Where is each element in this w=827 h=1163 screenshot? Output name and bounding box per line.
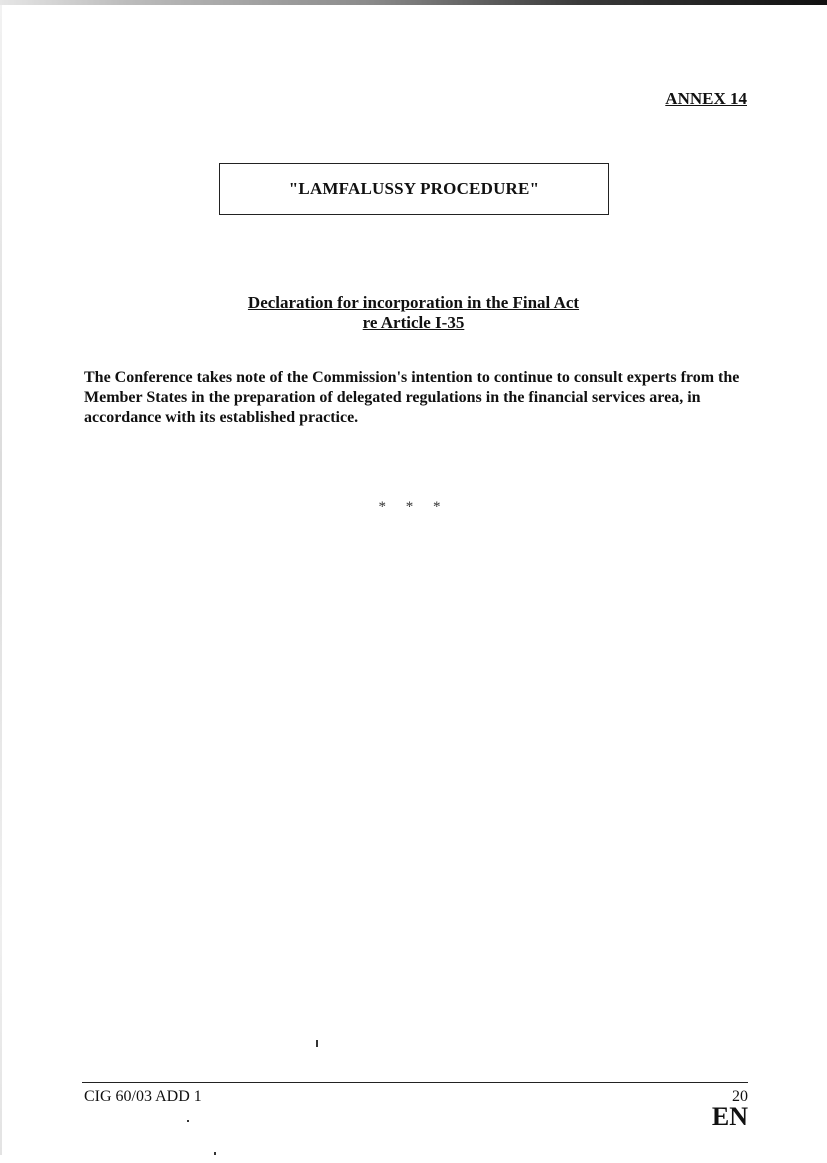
scan-edge-top [0,0,827,5]
declaration-line-2: re Article I-35 [362,313,465,332]
declaration-body: The Conference takes note of the Commission's intention to continue to consult experts from the Member States in the preparation of delegated regulations in the financial services area, in accordance with its established practice. [84,369,740,426]
footer-rule [82,1082,748,1083]
scan-speck [214,1152,216,1155]
page-number: 20 [732,1088,748,1105]
scan-edge-left [0,5,2,1155]
declaration-line-1: Declaration for incorporation in the Final Act [247,293,580,312]
document-reference: CIG 60/03 ADD 1 [84,1088,202,1105]
box-title: "LAMFALUSSY PROCEDURE" [288,179,540,198]
language-code: EN [711,1102,748,1131]
annex-label: ANNEX 14 [665,89,747,108]
declaration-heading [0,293,827,333]
scan-speck [187,1120,189,1122]
title-box [219,163,609,215]
scan-speck [316,1040,318,1047]
separator: * * * [378,499,449,515]
